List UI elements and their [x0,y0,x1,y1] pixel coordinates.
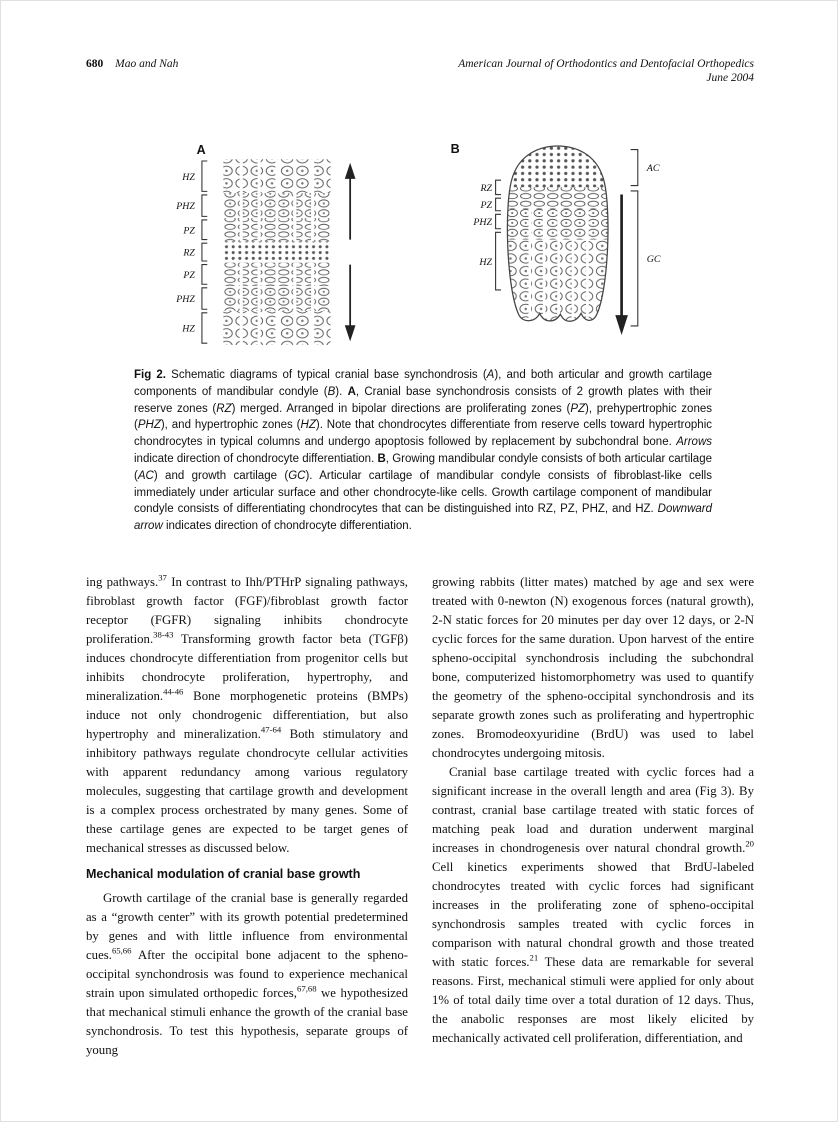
bracket [496,232,501,290]
paragraph: Cranial base cartilage treated with cyclic forces had a significant increase in the overall length and area (Fig 3). By contrast, cranial base cartilage treated with static forces of matching peak load and duration underwent marginal increases in chondrogenesis over natural chondral growth.$^{20}$ Cell kinetics experiments showed that BrdU-labeled chondrocytes treated with cyclic forces had significant increases in the proliferating zone of spheno-occipital synchondrosis samples treated with cyclic forces in comparison with natural chondral growth and those treated with static forces.$^{21}$ These data are remarkable for several reasons. First, mechanical stimuli were applied for only about 1% of total daily time over a total duration of 12 days. Thus, the anabolic responses are most likely elicited by mechanically activated cell proliferation, differentiation, and [432,765,754,1045]
bracket [202,161,207,191]
page-number: 680 [86,58,104,70]
paragraph: ing pathways.$^{37}$ In contrast to Ihh/PTHrP signaling pathways, fibroblast growth factor (FGF)/fibroblast growth factor receptor (FGFR) signaling inhibits chondrocyte proliferation.$^{38-43}$ Transforming growth factor beta (TGFβ) induces chondrocyte differentiation from progenitor cells but inhibits chondrocyte proliferation, hypertrophy, and mineralization.$^{44-46}$ Bone morphogenetic proteins (BMPs) induce not only chondrogenic differentiation, but also hypertrophy and mineralization.$^{47-64}$ Both stimulatory and inhibitory pathways regulate chondrocyte cellular activities with apparent redundancy among various regulatory molecules, suggesting that cartilage growth and development is a complex process orchestrated by many genes. Some of these cartilage genes are expected to be target genes of mechanical stresses as discussed below. [86,572,408,855]
panel-a-cell-columns [223,159,330,345]
down-arrow-icon [615,195,628,335]
section-subheading: Mechanical modulation of cranial base growth [86,867,361,881]
region-label: GC [646,254,661,266]
page-header [86,57,754,85]
zone-label: PHZ [176,201,195,213]
condyle-cells [501,144,614,322]
panel-b-region-brackets [631,150,638,326]
bracket [202,265,207,285]
up-arrow-icon [345,163,356,240]
bracket [631,191,638,326]
bracket [496,198,501,211]
paragraph: Growth cartilage of the cranial base is generally regarded as a “growth center” with its growth potential predetermined by genes and with little influence from environmental cues.$^{65,66}$ After the occipital bone adjacent to the spheno-occipital synchondrosis was found to experience mechanical strain upon simulated orthopedic forces,$^{67,68}$ we hypothesized that mechanical stimuli enhance the growth of the cranial base synchondrosis. To test this hypothesis, separate groups of young [86,891,409,1057]
bracket [202,243,207,261]
bracket [202,313,207,343]
zone-label: PZ [183,225,195,237]
panel-b-zone-brackets [496,180,501,290]
bracket [202,288,207,309]
panel-b-label: B [450,142,460,157]
zone-label: HZ [182,171,195,183]
zone-label: HZ [182,323,195,335]
panel-a-zone-brackets [202,161,207,343]
issue-date: June 2004 [706,72,754,84]
paragraph: growing rabbits (litter mates) matched by age and sex were treated with 0-newton (N) exogenous forces (natural growth), 2-N static forces for 20 minutes per day over 12 days, or 2-N cyclic forces for the same duration. Upon harvest of the entire spheno-occipital synchondrosis including the subchondral bone, computerized histomorphometry was used to quantify the geometry of the spheno-occipital synchondrosis and its separate growth zones such as proliferating and hypertrophic zones. Bromodeoxyuridine (BrdU) was used to label chondrocytes undergoing mitosis. [432,575,754,760]
zone-label: RZ [480,182,492,194]
figure-panel-b [411,127,681,362]
running-head-right [458,57,754,85]
zone-label: HZ [479,256,492,268]
running-authors: Mao and Nah [115,58,179,70]
zone-label: PHZ [176,294,195,306]
region-label: AC [646,163,660,175]
bracket [202,220,207,240]
figure-caption: Fig 2. Schematic diagrams of typical cranial base synchondrosis (A), and both articular and growth cartilage components of mandibular condyle (B). A, Cranial base synchondrosis consists of 2 growth plates with their reserve zones (RZ) merged. Arranged in bipolar directions are proliferating zones (PZ), prehypertrophic zones (PHZ), and hypertrophic zones (HZ). Note that chondrocytes differentiate from reserve cells toward hypertrophic chondrocytes in typical columns and undergo apoptosis followed by replacement by subchondral bone. Arrows indicate direction of chondrocyte differentiation. B, Growing mandibular condyle consists of both articular cartilage (AC) and growth cartilage (GC). Articular cartilage of mandibular condyle consists of fibroblast-like cells immediately under articular surface and other chondrocyte-like cells. Growth cartilage component of mandibular condyle consists of differentiating chondrocytes that can be distinguished into RZ, PZ, PHZ, and HZ. Downward arrow indicates direction of chondrocyte differentiation. [134,369,713,533]
rz-pz-layer [501,187,614,209]
panel-b-region-labels [646,163,661,265]
zone-label: PZ [480,200,492,212]
running-head-left [86,57,178,71]
zone-label: PZ [183,269,195,281]
zone-label: PHZ [473,217,492,229]
down-arrow-icon [345,265,356,342]
right-column [432,573,754,1060]
bracket [631,150,638,186]
bracket [202,195,207,216]
body-columns [86,573,754,1060]
bracket [496,180,501,194]
panel-b-zone-labels [472,183,492,268]
panel-a-zone-labels [175,172,195,335]
journal-title: American Journal of Orthodontics and Dentofacial Orthopedics [458,58,754,70]
panel-a-label: A [196,142,206,157]
figure-2 [143,127,681,362]
zone-label: RZ [183,247,195,259]
left-column [86,573,408,1060]
rz-zone [223,241,330,262]
figure-panel-a [143,127,393,362]
bracket [496,214,501,228]
